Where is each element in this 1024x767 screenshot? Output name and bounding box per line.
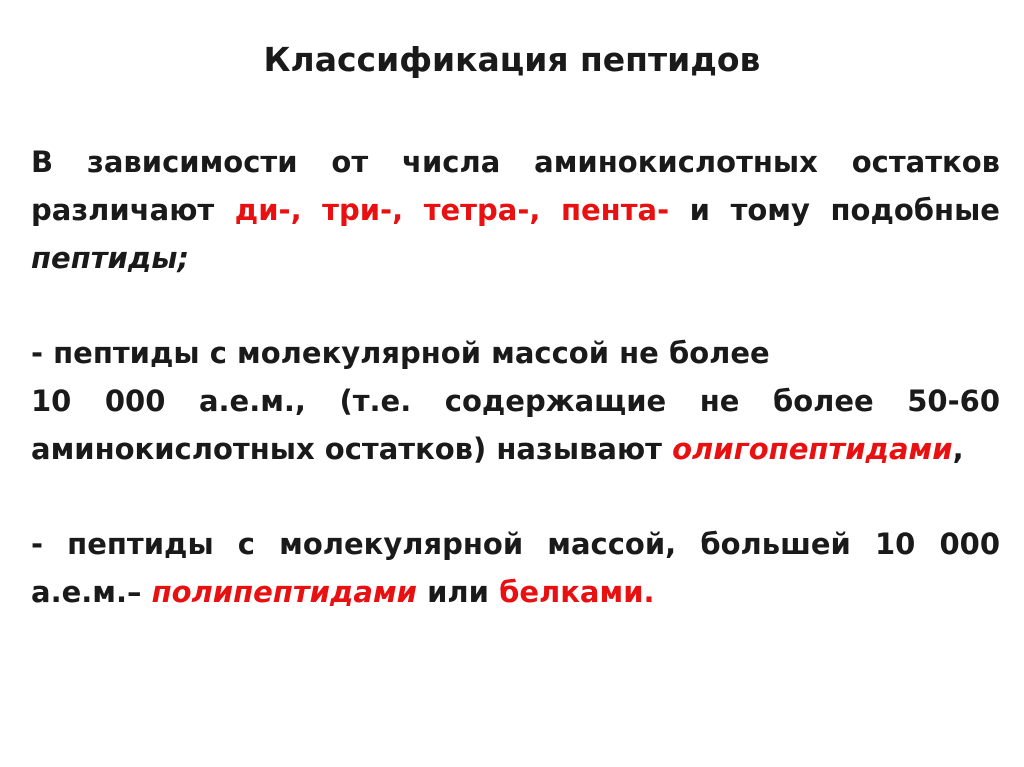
term-tri: три-, (322, 193, 404, 227)
paragraph-2-cont (31, 377, 1000, 473)
paragraph-3 (31, 520, 1000, 616)
slide-content (31, 138, 1000, 616)
p3-text-mid: или (417, 575, 500, 609)
p2-line-1: - пептиды с молекулярной массой не более (31, 336, 770, 370)
term-tetra: тетра-, (423, 193, 541, 227)
p1-text-end: и тому подобные (669, 193, 1000, 227)
term-penta: пента- (560, 193, 670, 227)
paragraph-2 (31, 329, 1000, 377)
p2-comma: , (952, 432, 964, 466)
p1-text-start: В зависимости от числа аминокислотных остатков различают (31, 145, 1000, 227)
term-polypeptides: полипептидами (151, 575, 417, 609)
term-peptides: пептиды; (31, 241, 190, 275)
slide-title: Классификация пептидов (263, 40, 761, 79)
term-di: ди-, (234, 193, 302, 227)
p3-text-start: - пептиды с молекулярной массой, большей 10 000 а.е.м.– (31, 527, 1000, 609)
term-proteins: белками. (499, 575, 655, 609)
p2-text: 10 000 а.е.м., (т.е. содержащие не более 50-60 аминокислотных остатков) называют (31, 384, 1000, 466)
paragraph-1 (31, 138, 1000, 282)
term-oligopeptides: олигопептидами (672, 432, 953, 466)
